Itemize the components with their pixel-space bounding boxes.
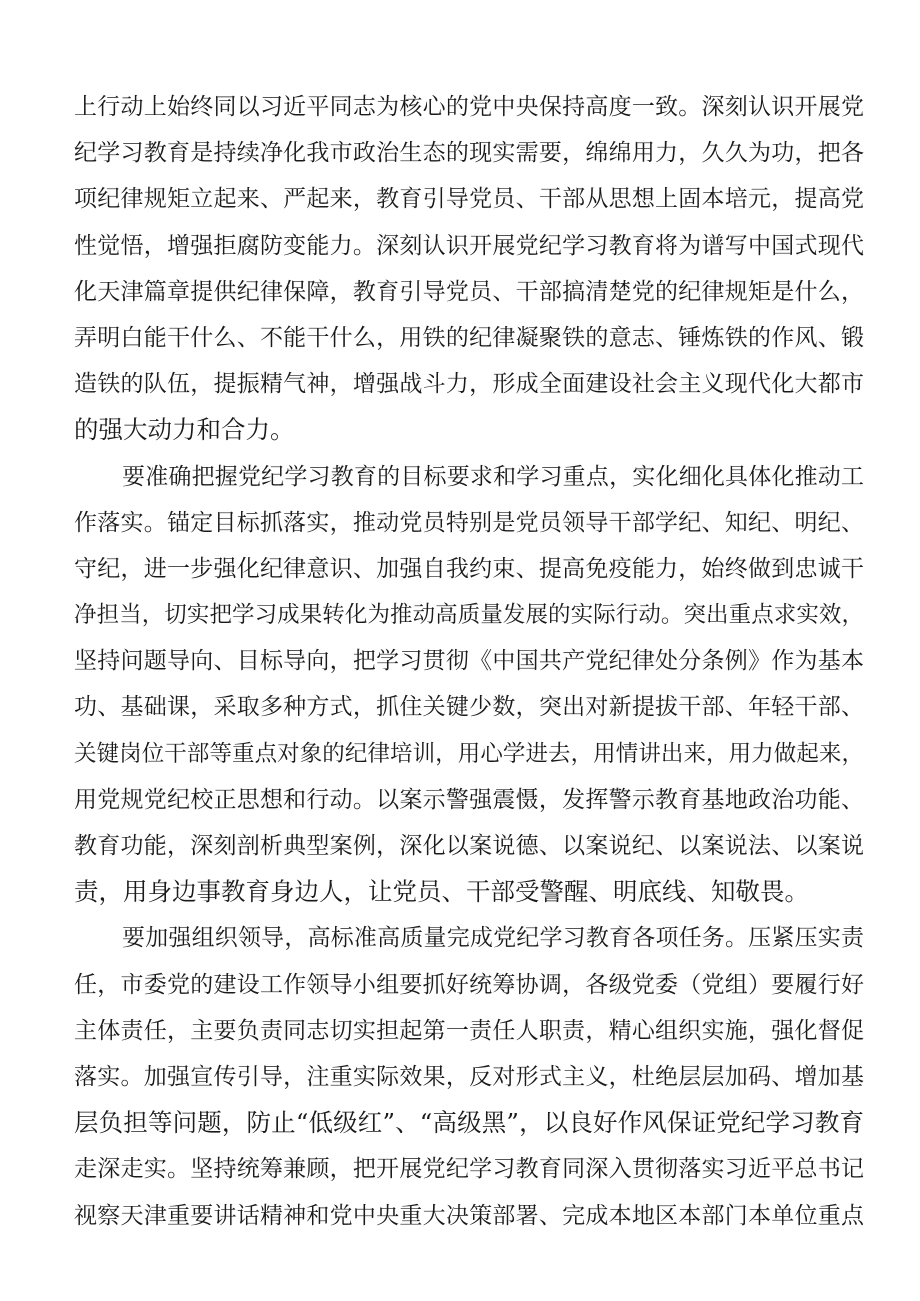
text-line: 用党规党纪校正思想和行动。以案示警强震慑，发挥警示教育基地政治功能、 xyxy=(74,786,864,813)
text-line: 层负担等问题，防止“低级红”、“高级黑”，以良好作风保证党纪学习教育 xyxy=(74,1108,864,1138)
text-line: 要准确把握党纪学习教育的目标要求和学习重点，实化细化具体化推动工 xyxy=(122,463,864,490)
text-line: 上行动上始终同以习近平同志为核心的党中央保持高度一致。深刻认识开展党 xyxy=(74,94,864,120)
text-line: 教育功能，深刻剖析典型案例，深化以案说德、以案说纪、以案说法、以案说 xyxy=(74,833,864,859)
text-line: 关键岗位干部等重点对象的纪律培训，用心学进去，用情讲出来，用力做起来， xyxy=(74,740,864,767)
text-line: 纪学习教育是持续净化我市政治生态的现实需要，绵绵用力，久久为功，把各 xyxy=(74,140,864,167)
text-line: 责，用身边事教育身边人，让党员、干部受警醒、明底线、知敬畏。 xyxy=(74,877,809,907)
text-line: 要加强组织领导，高标准高质量完成党纪学习教育各项任务。压紧压实责 xyxy=(122,925,864,952)
text-line: 坚持问题导向、目标导向，把学习贯彻《中国共产党纪律处分条例》作为基本 xyxy=(74,648,864,675)
text-line: 主体责任，主要负责同志切实担起第一责任人职责，精心组织实施，强化督促 xyxy=(74,1017,864,1044)
text-line: 功、基础课，采取多种方式，抓住关键少数，突出对新提拔干部、年轻干部、 xyxy=(74,694,864,721)
paragraph xyxy=(74,84,864,454)
text-line: 落实。加强宣传引导，注重实际效果，反对形式主义，杜绝层层加码、增加基 xyxy=(74,1063,864,1090)
text-line: 任，市委党的建设工作领导小组要抓好统筹协调，各级党委（党组）要履行好 xyxy=(74,971,864,998)
text-line: 性觉悟，增强拒腐防变能力。深刻认识开展党纪学习教育将为谱写中国式现代 xyxy=(74,232,864,259)
document-body xyxy=(74,84,864,1239)
text-line: 守纪，进一步强化纪律意识、加强自我约束、提高免疫能力，始终做到忠诚干 xyxy=(74,555,864,582)
text-line: 走深走实。坚持统筹兼顾，把开展党纪学习教育同深入贯彻落实习近平总书记 xyxy=(74,1156,864,1183)
paragraph xyxy=(74,915,864,1238)
text-line: 净担当，切实把学习成果转化为推动高质量发展的实际行动。突出重点求实效， xyxy=(74,602,864,629)
text-line: 视察天津重要讲话精神和党中央重大决策部署、完成本地区本部门本单位重点 xyxy=(74,1202,864,1229)
text-line: 项纪律规矩立起来、严起来，教育引导党员、干部从思想上固本培元，提高党 xyxy=(74,186,864,213)
text-line: 作落实。锚定目标抓落实，推动党员特别是党员领导干部学纪、知纪、明纪、 xyxy=(74,509,864,536)
paragraph xyxy=(74,454,864,916)
text-line: 弄明白能干什么、不能干什么，用铁的纪律凝聚铁的意志、锤炼铁的作风、锻 xyxy=(74,324,864,351)
text-line: 化天津篇章提供纪律保障，教育引导党员、干部搞清楚党的纪律规矩是什么， xyxy=(74,278,864,305)
text-line: 的强大动力和合力。 xyxy=(74,415,295,445)
text-line: 造铁的队伍，提振精气神，增强战斗力，形成全面建设社会主义现代化大都市 xyxy=(74,371,864,398)
